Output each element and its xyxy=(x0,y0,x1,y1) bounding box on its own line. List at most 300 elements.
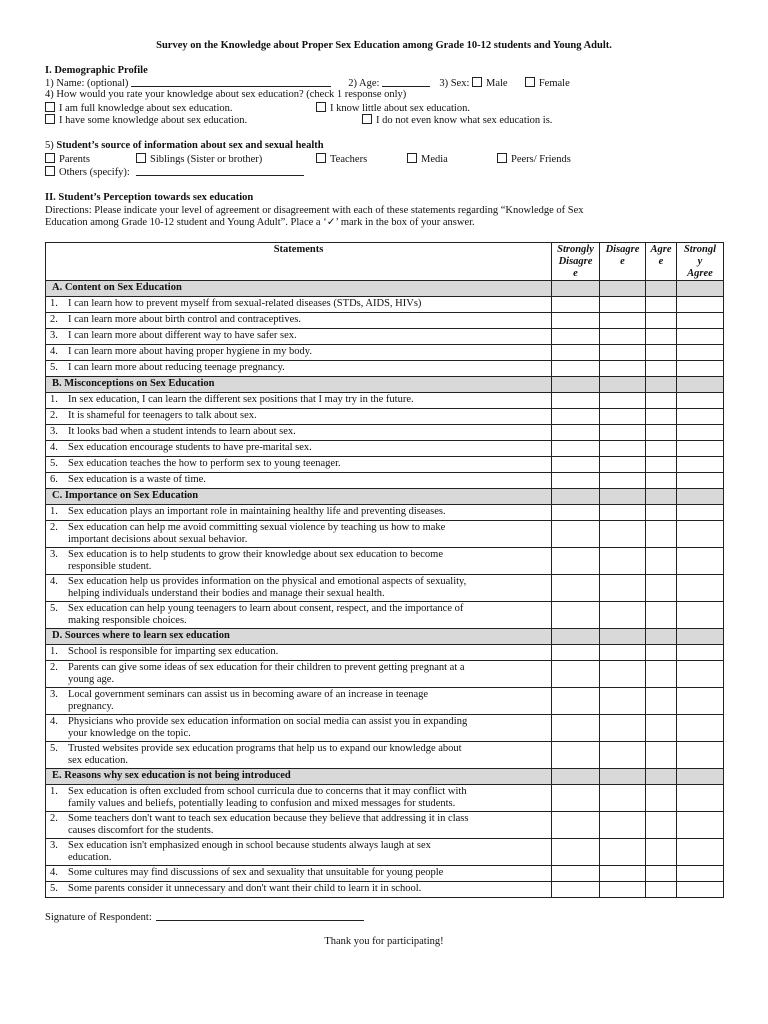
signature-line xyxy=(45,911,364,923)
age-label: 2) Age: xyxy=(348,78,380,89)
statement-line: Sex education plays an important role in maintaining healthy life and preventing diseases. xyxy=(68,506,446,517)
strongly-agree-cell[interactable] xyxy=(677,839,724,866)
section-rating-cell xyxy=(600,281,646,297)
strongly-agree-cell[interactable] xyxy=(677,812,724,839)
demographic-heading: I. Demographic Profile xyxy=(45,65,148,76)
statement-row xyxy=(46,882,724,898)
agree-cell[interactable] xyxy=(646,839,677,866)
statement-row xyxy=(46,866,724,882)
statement-text xyxy=(46,715,552,742)
statement-number: 4. xyxy=(50,442,58,453)
agree-cell[interactable] xyxy=(646,785,677,812)
disagree-cell[interactable] xyxy=(600,329,646,345)
strongly-disagree-cell[interactable] xyxy=(552,425,600,441)
statement-row xyxy=(46,602,724,629)
some-knowledge-label: I have some knowledge about sex education. xyxy=(59,115,248,126)
section-row xyxy=(46,769,724,785)
statement-line: your knowledge on the topic. xyxy=(68,728,191,739)
statement-row xyxy=(46,441,724,457)
strongly-disagree-cell[interactable] xyxy=(552,329,600,345)
statement-line: Sex education teaches the how to perform sex to young teenager. xyxy=(68,458,341,469)
strongly-agree-cell[interactable] xyxy=(677,866,724,882)
agree-cell[interactable] xyxy=(646,812,677,839)
strongly-agree-cell[interactable] xyxy=(677,785,724,812)
statement-number: 3. xyxy=(50,330,58,341)
statement-row xyxy=(46,742,724,769)
agree-cell[interactable] xyxy=(646,473,677,489)
statement-text xyxy=(46,441,552,457)
section-rating-cell xyxy=(600,377,646,393)
statement-line: Sex education is a waste of time. xyxy=(68,474,206,485)
statement-text xyxy=(46,882,552,898)
disagree-cell[interactable] xyxy=(600,866,646,882)
disagree-cell[interactable] xyxy=(600,548,646,575)
statement-number: 2. xyxy=(50,662,58,673)
disagree-header: Disagre e xyxy=(600,243,646,281)
statement-row xyxy=(46,715,724,742)
statement-number: 4. xyxy=(50,576,58,587)
statement-number: 2. xyxy=(50,314,58,325)
statement-line: Sex education encourage students to have pre-marital sex. xyxy=(68,442,312,453)
disagree-cell[interactable] xyxy=(600,473,646,489)
section-rating-cell xyxy=(646,281,677,297)
section-title: C. Importance on Sex Education xyxy=(46,489,552,505)
disagree-cell[interactable] xyxy=(600,688,646,715)
statement-number: 6. xyxy=(50,474,58,485)
strongly-disagree-cell[interactable] xyxy=(552,521,600,548)
statement-row xyxy=(46,645,724,661)
statement-text xyxy=(46,575,552,602)
disagree-cell[interactable] xyxy=(600,297,646,313)
source-number: 5) xyxy=(45,140,54,151)
statement-text xyxy=(46,521,552,548)
strongly-agree-cell[interactable] xyxy=(677,688,724,715)
disagree-cell[interactable] xyxy=(600,457,646,473)
statement-text xyxy=(46,812,552,839)
statement-row xyxy=(46,661,724,688)
statement-row xyxy=(46,313,724,329)
statement-text xyxy=(46,839,552,866)
statement-line: helping individuals understand their bodies and manage their sexual health. xyxy=(68,588,385,599)
strongly-agree-cell[interactable] xyxy=(677,645,724,661)
disagree-cell[interactable] xyxy=(600,715,646,742)
agree-cell[interactable] xyxy=(646,715,677,742)
disagree-cell[interactable] xyxy=(600,505,646,521)
statement-text xyxy=(46,742,552,769)
strongly-disagree-cell[interactable] xyxy=(552,548,600,575)
section-rating-cell xyxy=(677,629,724,645)
directions-line-1: Directions: Please indicate your level of agreement or disagreement with each of these statements regarding “Knowledge of Sex xyxy=(45,205,584,216)
section-rating-cell xyxy=(552,769,600,785)
statement-text xyxy=(46,602,552,629)
statement-row xyxy=(46,505,724,521)
statement-row xyxy=(46,457,724,473)
strongly-agree-cell[interactable] xyxy=(677,425,724,441)
disagree-cell[interactable] xyxy=(600,313,646,329)
statement-number: 5. xyxy=(50,883,58,894)
strongly-disagree-cell[interactable] xyxy=(552,473,600,489)
strongly-disagree-cell[interactable] xyxy=(552,505,600,521)
statement-text xyxy=(46,645,552,661)
source-siblings[interactable] xyxy=(136,153,262,166)
name-label: 1) Name: (optional) xyxy=(45,78,129,89)
statement-number: 4. xyxy=(50,346,58,357)
agree-cell[interactable] xyxy=(646,645,677,661)
statement-line: It looks bad when a student intends to learn about sex. xyxy=(68,426,296,437)
teachers-label: Teachers xyxy=(330,154,368,165)
teachers-checkbox[interactable] xyxy=(316,153,326,163)
statement-row xyxy=(46,688,724,715)
statement-number: 3. xyxy=(50,840,58,851)
statement-line: Sex education is often excluded from school curricula due to concerns that it may conflict with xyxy=(68,786,467,797)
strongly-disagree-cell[interactable] xyxy=(552,812,600,839)
strongly-agree-cell[interactable] xyxy=(677,602,724,629)
strongly-disagree-cell[interactable] xyxy=(552,393,600,409)
male-checkbox[interactable] xyxy=(472,77,482,87)
section-rating-cell xyxy=(552,629,600,645)
disagree-cell[interactable] xyxy=(600,521,646,548)
statement-line: responsible student. xyxy=(68,561,152,572)
statement-number: 5. xyxy=(50,743,58,754)
statement-row xyxy=(46,393,724,409)
media-label: Media xyxy=(421,154,448,165)
disagree-cell[interactable] xyxy=(600,882,646,898)
statement-line: Some parents consider it unnecessary and don't want their child to learn it in school. xyxy=(68,883,422,894)
section-rating-cell xyxy=(677,489,724,505)
others-label: Others (specify): xyxy=(59,167,130,178)
statement-text xyxy=(46,661,552,688)
agree-cell[interactable] xyxy=(646,297,677,313)
statement-row xyxy=(46,345,724,361)
section-row xyxy=(46,629,724,645)
agree-cell[interactable] xyxy=(646,575,677,602)
statement-text xyxy=(46,785,552,812)
strongly-disagree-cell[interactable] xyxy=(552,645,600,661)
some-knowledge-checkbox[interactable] xyxy=(45,114,55,124)
statement-line: Sex education can help young teenagers to learn about consent, respect, and the importance of xyxy=(68,603,464,614)
disagree-cell[interactable] xyxy=(600,785,646,812)
section-rating-cell xyxy=(600,489,646,505)
disagree-cell[interactable] xyxy=(600,602,646,629)
full-knowledge-checkbox[interactable] xyxy=(45,102,55,112)
statement-number: 2. xyxy=(50,813,58,824)
full-knowledge-label: I am full knowledge about sex education. xyxy=(59,103,233,114)
agree-cell[interactable] xyxy=(646,313,677,329)
statement-number: 4. xyxy=(50,867,58,878)
statement-row xyxy=(46,521,724,548)
strongly-agree-cell[interactable] xyxy=(677,313,724,329)
source-media[interactable] xyxy=(407,153,448,166)
others-checkbox[interactable] xyxy=(45,166,55,176)
statement-row xyxy=(46,473,724,489)
strongly-disagree-header: Strongly Disagre e xyxy=(552,243,600,281)
strongly-agree-cell[interactable] xyxy=(677,505,724,521)
section-rating-cell xyxy=(552,377,600,393)
source-heading xyxy=(45,140,324,152)
statement-text xyxy=(46,457,552,473)
statement-number: 5. xyxy=(50,458,58,469)
agree-cell[interactable] xyxy=(646,602,677,629)
siblings-checkbox[interactable] xyxy=(136,153,146,163)
agree-cell[interactable] xyxy=(646,505,677,521)
disagree-cell[interactable] xyxy=(600,425,646,441)
statement-row xyxy=(46,425,724,441)
disagree-cell[interactable] xyxy=(600,661,646,688)
agree-cell[interactable] xyxy=(646,329,677,345)
disagree-cell[interactable] xyxy=(600,812,646,839)
section-rating-cell xyxy=(600,629,646,645)
statement-text xyxy=(46,329,552,345)
sex-label: 3) Sex: xyxy=(439,78,470,89)
strongly-agree-header: Strongl y Agree xyxy=(677,243,724,281)
strongly-disagree-cell[interactable] xyxy=(552,409,600,425)
statement-number: 2. xyxy=(50,410,58,421)
no-knowledge-label: I do not even know what sex education is. xyxy=(376,115,553,126)
strongly-agree-cell[interactable] xyxy=(677,409,724,425)
strongly-agree-cell[interactable] xyxy=(677,441,724,457)
strongly-agree-cell[interactable] xyxy=(677,361,724,377)
section-title: B. Misconceptions on Sex Education xyxy=(46,377,552,393)
agree-cell[interactable] xyxy=(646,457,677,473)
section-rating-cell xyxy=(646,629,677,645)
disagree-cell[interactable] xyxy=(600,441,646,457)
statement-text xyxy=(46,345,552,361)
statement-line: sex education. xyxy=(68,755,129,766)
section-rating-cell xyxy=(600,769,646,785)
signature-field[interactable] xyxy=(156,911,364,921)
statement-line: I can learn more about reducing teenage pregnancy. xyxy=(68,362,285,373)
agree-cell[interactable] xyxy=(646,548,677,575)
strongly-disagree-cell[interactable] xyxy=(552,839,600,866)
statement-line: making responsible choices. xyxy=(68,615,187,626)
strongly-agree-cell[interactable] xyxy=(677,345,724,361)
parents-label: Parents xyxy=(59,154,90,165)
agree-cell[interactable] xyxy=(646,393,677,409)
statement-row xyxy=(46,548,724,575)
agree-cell[interactable] xyxy=(646,661,677,688)
statement-line: important decisions about sexual behavior. xyxy=(68,534,248,545)
thank-you-text: Thank you for participating! xyxy=(324,936,444,947)
statement-line: Sex education help us provides information on the physical and emotional aspects of sexuality, xyxy=(68,576,467,587)
disagree-cell[interactable] xyxy=(600,409,646,425)
section-rating-cell xyxy=(677,769,724,785)
statement-row xyxy=(46,409,724,425)
option-some[interactable] xyxy=(45,114,247,127)
statement-line: Sex education can help me avoid committing sexual violence by teaching us how to make xyxy=(68,522,446,533)
others-field[interactable] xyxy=(136,166,304,176)
strongly-disagree-cell[interactable] xyxy=(552,361,600,377)
strongly-agree-cell[interactable] xyxy=(677,715,724,742)
statement-number: 4. xyxy=(50,716,58,727)
section-rating-cell xyxy=(646,377,677,393)
statement-line: School is responsible for imparting sex education. xyxy=(68,646,279,657)
agree-cell[interactable] xyxy=(646,441,677,457)
strongly-disagree-cell[interactable] xyxy=(552,297,600,313)
strongly-disagree-cell[interactable] xyxy=(552,661,600,688)
statement-number: 2. xyxy=(50,522,58,533)
strongly-disagree-cell[interactable] xyxy=(552,602,600,629)
strongly-agree-cell[interactable] xyxy=(677,548,724,575)
agree-cell[interactable] xyxy=(646,742,677,769)
section-rating-cell xyxy=(677,377,724,393)
disagree-cell[interactable] xyxy=(600,393,646,409)
statement-line: I can learn more about different way to have safer sex. xyxy=(68,330,297,341)
strongly-agree-cell[interactable] xyxy=(677,297,724,313)
statement-line: education. xyxy=(68,852,112,863)
disagree-cell[interactable] xyxy=(600,575,646,602)
statement-text xyxy=(46,425,552,441)
statement-row xyxy=(46,575,724,602)
statement-line: Sex education isn't emphasized enough in school because students always laugh at sex xyxy=(68,840,431,851)
section-rating-cell xyxy=(646,769,677,785)
strongly-disagree-cell[interactable] xyxy=(552,575,600,602)
statement-line: I can learn more about birth control and contraceptives. xyxy=(68,314,301,325)
statement-text xyxy=(46,866,552,882)
statement-line: It is shameful for teenagers to talk about sex. xyxy=(68,410,257,421)
peers-checkbox[interactable] xyxy=(497,153,507,163)
section-row xyxy=(46,377,724,393)
siblings-label: Siblings (Sister or brother) xyxy=(150,154,263,165)
peers-label: Peers/ Friends xyxy=(511,154,571,165)
statement-number: 3. xyxy=(50,689,58,700)
age-field[interactable] xyxy=(382,77,430,87)
statement-number: 3. xyxy=(50,426,58,437)
female-label: Female xyxy=(538,78,570,89)
agree-cell[interactable] xyxy=(646,425,677,441)
section-rating-cell xyxy=(646,489,677,505)
statement-text xyxy=(46,473,552,489)
statement-line: Sex education is to help students to grow their knowledge about sex education to become xyxy=(68,549,443,560)
statement-number: 1. xyxy=(50,298,58,309)
strongly-agree-cell[interactable] xyxy=(677,521,724,548)
strongly-disagree-cell[interactable] xyxy=(552,345,600,361)
strongly-agree-cell[interactable] xyxy=(677,329,724,345)
agree-header: Agre e xyxy=(646,243,677,281)
agree-cell[interactable] xyxy=(646,521,677,548)
statement-line: I can learn how to prevent myself from sexual-related diseases (STDs, AIDS, HIVs) xyxy=(68,298,422,309)
agree-cell[interactable] xyxy=(646,345,677,361)
agree-cell[interactable] xyxy=(646,866,677,882)
statement-number: 1. xyxy=(50,646,58,657)
statement-number: 1. xyxy=(50,394,58,405)
statement-line: Local government seminars can assist us in becoming aware of an increase in teenage xyxy=(68,689,429,700)
perception-heading: II. Student’s Perception towards sex education xyxy=(45,192,254,203)
strongly-agree-cell[interactable] xyxy=(677,742,724,769)
agree-cell[interactable] xyxy=(646,688,677,715)
statement-row xyxy=(46,812,724,839)
source-teachers[interactable] xyxy=(316,153,367,166)
knowledge-question: 4) How would you rate your knowledge about sex education? (check 1 response only) xyxy=(45,89,407,100)
little-knowledge-checkbox[interactable] xyxy=(316,102,326,112)
statement-number: 5. xyxy=(50,362,58,373)
section-rating-cell xyxy=(552,281,600,297)
statement-row xyxy=(46,329,724,345)
statement-text xyxy=(46,505,552,521)
statement-text xyxy=(46,688,552,715)
strongly-disagree-cell[interactable] xyxy=(552,313,600,329)
strongly-disagree-cell[interactable] xyxy=(552,688,600,715)
statement-line: Physicians who provide sex education information on social media can assist you in expanding xyxy=(68,716,468,727)
statement-number: 1. xyxy=(50,506,58,517)
statement-text xyxy=(46,548,552,575)
directions-line-2: Education among Grade 10-12 student and Young Adult”. Place a ‘✓’ mark in the box of your answer. xyxy=(45,217,475,228)
strongly-disagree-cell[interactable] xyxy=(552,742,600,769)
survey-table xyxy=(45,242,724,898)
strongly-disagree-cell[interactable] xyxy=(552,441,600,457)
agree-cell[interactable] xyxy=(646,882,677,898)
statement-number: 3. xyxy=(50,549,58,560)
statement-line: I can learn more about having proper hygiene in my body. xyxy=(68,346,312,357)
strongly-disagree-cell[interactable] xyxy=(552,882,600,898)
strongly-agree-cell[interactable] xyxy=(677,575,724,602)
statement-line: Trusted websites provide sex education programs that help us to expand our knowledge about xyxy=(68,743,462,754)
name-field[interactable] xyxy=(131,77,331,87)
section-title: E. Reasons why sex education is not being introduced xyxy=(46,769,552,785)
section-rating-cell xyxy=(552,489,600,505)
strongly-agree-cell[interactable] xyxy=(677,457,724,473)
no-knowledge-checkbox[interactable] xyxy=(362,114,372,124)
strongly-agree-cell[interactable] xyxy=(677,393,724,409)
female-checkbox[interactable] xyxy=(525,77,535,87)
option-none[interactable] xyxy=(362,114,552,127)
source-parents[interactable] xyxy=(45,153,90,166)
statement-text xyxy=(46,313,552,329)
agree-cell[interactable] xyxy=(646,361,677,377)
section-row xyxy=(46,281,724,297)
statement-line: causes discomfort for the students. xyxy=(68,825,214,836)
statement-row xyxy=(46,297,724,313)
source-others[interactable] xyxy=(45,166,304,179)
male-label: Male xyxy=(486,78,508,89)
statement-line: pregnancy. xyxy=(68,701,114,712)
document-title: Survey on the Knowledge about Proper Sex Education among Grade 10-12 students and Young Adult. xyxy=(156,40,612,51)
statement-number: 5. xyxy=(50,603,58,614)
statement-line: Parents can give some ideas of sex education for their children to prevent getting pregnant at a xyxy=(68,662,465,673)
statement-text xyxy=(46,393,552,409)
section-title: D. Sources where to learn sex education xyxy=(46,629,552,645)
disagree-cell[interactable] xyxy=(600,742,646,769)
disagree-cell[interactable] xyxy=(600,361,646,377)
media-checkbox[interactable] xyxy=(407,153,417,163)
parents-checkbox[interactable] xyxy=(45,153,55,163)
statement-text xyxy=(46,409,552,425)
disagree-cell[interactable] xyxy=(600,645,646,661)
disagree-cell[interactable] xyxy=(600,839,646,866)
signature-label: Signature of Respondent: xyxy=(45,912,152,923)
statement-number: 1. xyxy=(50,786,58,797)
statement-text xyxy=(46,361,552,377)
disagree-cell[interactable] xyxy=(600,345,646,361)
section-row xyxy=(46,489,724,505)
strongly-disagree-cell[interactable] xyxy=(552,785,600,812)
strongly-agree-cell[interactable] xyxy=(677,882,724,898)
statement-line: family values and beliefs, potentially leading to confusion and mixed messages for students. xyxy=(68,798,456,809)
strongly-agree-cell[interactable] xyxy=(677,473,724,489)
statement-line: Some teachers don't want to teach sex education because they believe that addressing it in class xyxy=(68,813,469,824)
source-heading-text: Student’s source of information about sex and sexual health xyxy=(56,140,324,151)
little-knowledge-label: I know little about sex education. xyxy=(330,103,470,114)
statement-line: Some cultures may find discussions of sex and sexuality that unsuitable for young people xyxy=(68,867,444,878)
strongly-disagree-cell[interactable] xyxy=(552,457,600,473)
agree-cell[interactable] xyxy=(646,409,677,425)
strongly-disagree-cell[interactable] xyxy=(552,866,600,882)
statements-header: Statements xyxy=(46,243,552,281)
section-title: A. Content on Sex Education xyxy=(46,281,552,297)
statement-row xyxy=(46,785,724,812)
strongly-agree-cell[interactable] xyxy=(677,661,724,688)
strongly-disagree-cell[interactable] xyxy=(552,715,600,742)
source-peers[interactable] xyxy=(497,153,571,166)
